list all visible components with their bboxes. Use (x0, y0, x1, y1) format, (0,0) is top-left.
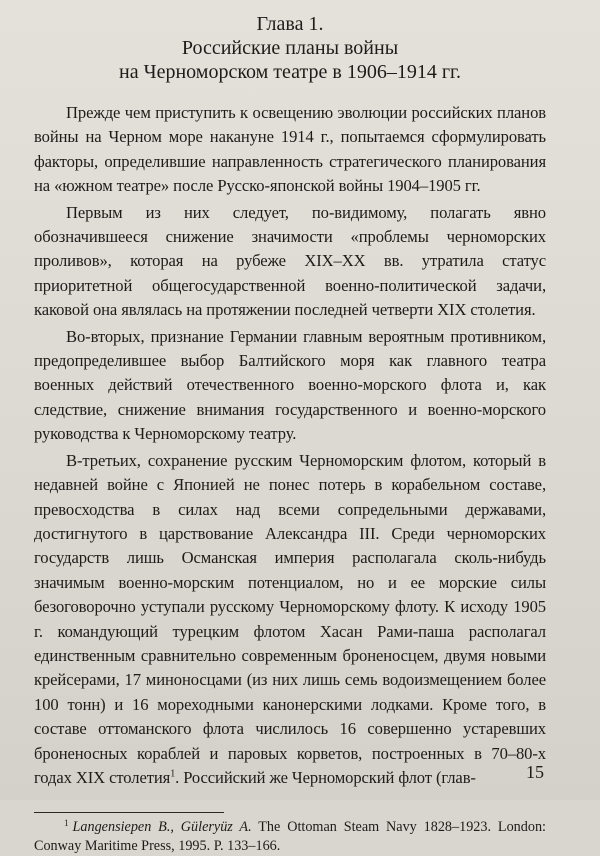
footnote-reference[interactable]: 1 (170, 768, 176, 780)
footnote-number: 1 (64, 817, 69, 828)
footnote-divider (34, 812, 224, 813)
page-number: 15 (526, 762, 544, 782)
chapter-title-line-2: на Черноморском театре в 1906–1914 гг. (119, 61, 461, 83)
chapter-title-line-1: Российские планы войны (181, 37, 399, 59)
paragraph-4-text: В-третьих, сохранение русским Черноморским флотом, который в недавней войне с Японией не понес потерь в корабельном составе, превосходства в силах над всеми сопредельными державами, достигнутого в царствование Александра III. Среди черноморских государств лишь Османская империя располагала сколь-нибудь значимым военно-морским потенциалом, но и ее морские силы безоговорочно уступали русскому Черноморскому флоту. К исходу 1905 г. командующий турецким флотом Хасан Рами-паша располагал единственным сравнительно современным броненосцем, двумя новыми крейсерами, 17 миноносцами (из них лишь семь водоизмещением более 100 тонн) и 16 мореходными канонерскими лодками. Кроме того, в составе оттоманского флота числилось 16 совершенно устаревших броненосных кораблей и паровых корветов, построенных в 70–80-х годах XIX столетия (34, 450, 546, 787)
paragraph-3: Во-вторых, признание Германии главным вероятным противником, предопределившее выбор Балтийского моря как главного театра военных действий отечественного военно-морского флота и, как следствие, снижение внимания государственного и военно-морского руководства к Черноморскому театру. (34, 326, 546, 444)
chapter-number: Глава 1. (256, 13, 324, 35)
footnote (34, 818, 546, 856)
footnote-text: The Ottoman Steam Navy 1828–1923. London: Conway Maritime Press, 1995. P. 133–166. (34, 819, 546, 855)
body-text (34, 101, 546, 790)
paragraph-2: Первым из них следует, по-видимому, полагать явно обозначившееся снижение значимости «проблемы черноморских проливов», которая на рубеже XIX–XX вв. утратила статус приоритетной общегосударственной военно-политической задачи, каковой она являлась на протяжении последней четверти XIX столетия. (34, 202, 546, 320)
paragraph-1: Прежде чем приступить к освещению эволюции российских планов войны на Черном море накануне 1914 г., попытаемся сформулировать факторы, определившие направленность стратегического планирования на «южном театре» после Русско-японской войны 1904–1905 гг. (34, 103, 546, 196)
chapter-heading (34, 12, 546, 84)
footnote-authors: Langensiepen B., Güleryüz A. (72, 819, 252, 836)
paragraph-4-tail: . Российский же Черноморский флот (глав- (175, 767, 476, 787)
paragraph-4 (34, 449, 546, 791)
